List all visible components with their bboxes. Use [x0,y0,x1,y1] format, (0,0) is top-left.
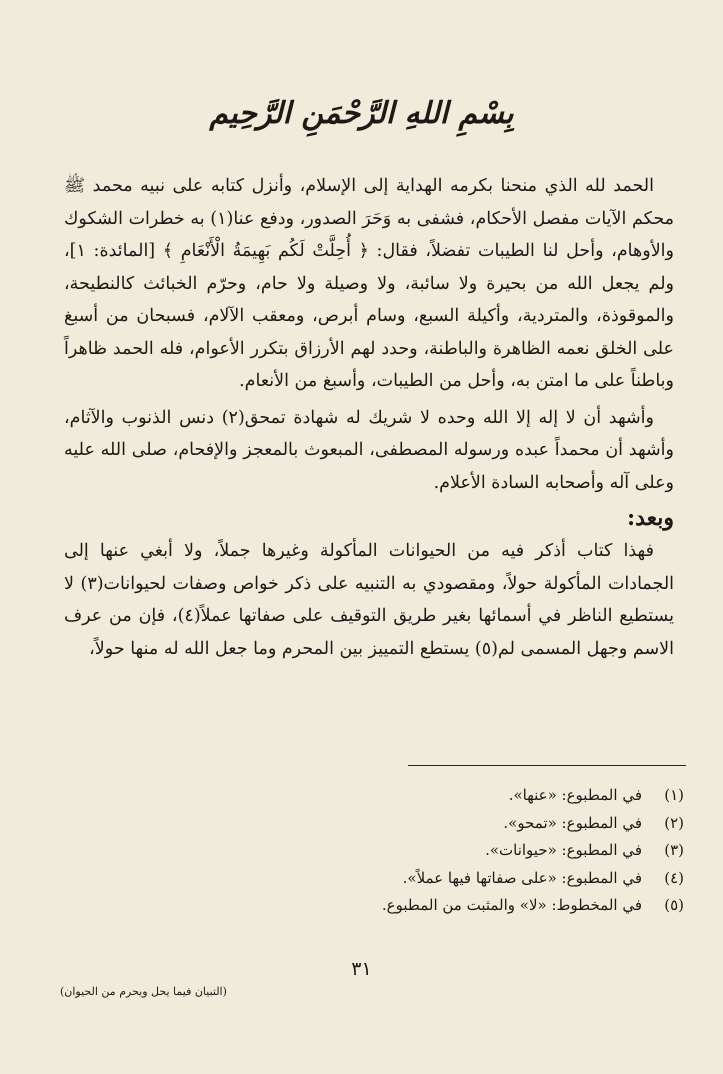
footnote-item [64,892,684,920]
paragraph-testimony: وأشهد أن لا إله إلا الله وحده لا شريك له شهادة تمحق(٢) دنس الذنوب والآثام، وأشهد أن محمداً عبده ورسوله المصطفى، المبعوث بالمعجز والإفحام، صلى الله عليه وعلى آله وأصحابه السادة الأعلام. [64,407,674,493]
footnote-text: في المطبوع: «عنها». [508,786,642,804]
footnote-item [64,865,684,893]
footnote-number: (٢) [664,813,684,832]
footnote-number: (١) [664,786,684,804]
section-heading: وبعد: [626,505,674,531]
footnote-item [64,782,684,810]
basmala-heading: بِسْمِ اللهِ الرَّحْمَنِ الرَّحِيم [209,96,514,131]
running-title: (التبيان فيما يحل ويحرم من الحيوان) [60,985,227,998]
footnote-text: في المطبوع: «حيوانات». [485,841,642,859]
footnote-number: (٥) [664,896,684,914]
footnote-divider [408,765,686,766]
footnote-text: في المطبوع: «على صفاتها فيها عملاً». [402,868,642,887]
footnote-text: في المخطوط: «لا» والمثبت من المطبوع. [381,896,642,914]
paragraph-praise: الحمد لله الذي منحنا بكرمه الهداية إلى الإسلام، وأنزل كتابه على نبيه محمد ﷺ محكم الآيات مفصل الأحكام، فشفى به وَحَرَ الصدور، ودفع عنا(١) به خطرات الشكوك والأوهام، وأحل لنا الطيبات تفضلاً، فقال: ﴿ أُحِلَّتْ لَكُم بَهِيمَةُ الْأَنْعَامِ ﴾ [المائدة: ١]، ولم يجعل الله من بحيرة ولا سائبة، ولا وصيلة ولا حام، وحرّم الخبائث كالنطيحة، والموقوذة، والمتردية، وأكيلة السبع، وسام أبرص، ومعقب الآلام، فسبحان من أسبغ على الخلق نعمه الظاهرة والباطنة، وحدد لهم الأرزاق بتكرر الأعوام، فله الحمد ظاهراً وباطناً على ما امتن به، وأحل من الطيبات، وأسبغ من الأنعام. [64,176,674,391]
footnote-text: في المطبوع: «تمحو». [503,813,642,832]
footnote-number: (٣) [664,841,684,859]
paragraph-intro: فهذا كتاب أذكر فيه من الحيوانات المأكولة وغيرها جملاً، ولا أبغي عنها إلى الجمادات المأكولة حولاً، ومقصودي به التنبيه على ذكر خواص وصفات لحيوانات(٣) لا يستطيع الناظر في أسمائها بغير طريق التوقيف على صفاتها عملاً(٤)، فإن من عرف الاسم وجهل المسمى لم(٥) يستطع التمييز بين المحرم وما جعل الله له منها حولاً، [64,541,675,659]
footnote-item [64,837,684,865]
footnote-item [64,810,684,838]
main-text [64,170,674,665]
footnote-number: (٤) [664,868,684,887]
page-number: ٣١ [351,958,372,980]
footnotes [64,782,684,920]
